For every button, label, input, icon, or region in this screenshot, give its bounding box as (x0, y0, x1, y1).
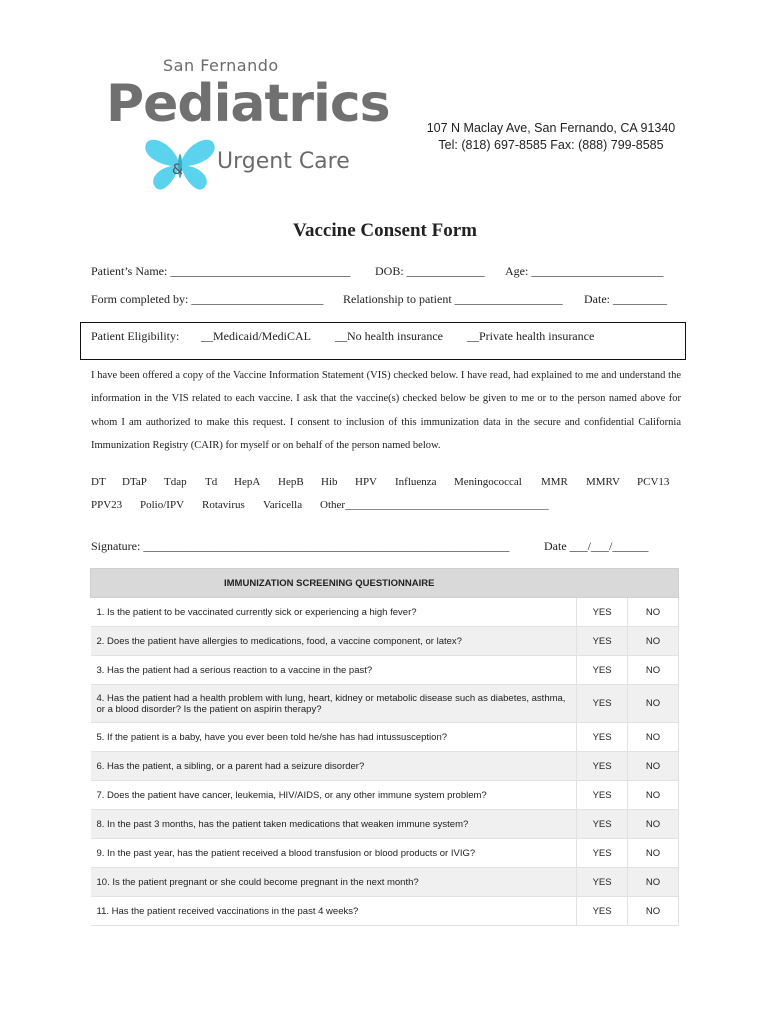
yes-option[interactable]: YES (577, 752, 628, 781)
screening-questionnaire-table (90, 568, 679, 926)
questionnaire-header: IMMUNIZATION SCREENING QUESTIONNAIRE (91, 569, 679, 598)
vaccine-option[interactable]: Tdap (164, 476, 187, 488)
question-text: 9. In the past year, has the patient received a blood transfusion or blood products or IVIG? (91, 839, 577, 868)
table-row (91, 685, 679, 723)
table-row (91, 627, 679, 656)
vaccine-option[interactable]: DTaP (122, 476, 147, 488)
clinic-address (420, 120, 682, 154)
vaccine-option[interactable]: Polio/IPV (140, 499, 185, 511)
question-text: 7. Does the patient have cancer, leukemia, HIV/AIDS, or any other immune system problem? (91, 781, 577, 810)
address-phone: Tel: (818) 697-8585 Fax: (888) 799-8585 (438, 138, 664, 152)
table-row (91, 868, 679, 897)
vaccine-option[interactable]: HepA (234, 476, 261, 488)
no-option[interactable]: NO (628, 810, 679, 839)
patient-name-field[interactable]: Patient’s Name: ______________________________ (91, 264, 351, 278)
no-option[interactable]: NO (628, 752, 679, 781)
no-option[interactable]: NO (628, 627, 679, 656)
no-option[interactable]: NO (628, 656, 679, 685)
yes-option[interactable]: YES (577, 656, 628, 685)
question-text: 10. Is the patient pregnant or she could become pregnant in the next month? (91, 868, 577, 897)
no-option[interactable]: NO (628, 685, 679, 723)
yes-option[interactable]: YES (577, 781, 628, 810)
vaccine-option[interactable]: Varicella (263, 499, 303, 511)
vaccine-option[interactable]: MMR (541, 476, 568, 488)
yes-option[interactable]: YES (577, 685, 628, 723)
table-row (91, 781, 679, 810)
butterfly-icon (142, 136, 216, 192)
eligibility-no-insurance-option[interactable]: __No health insurance (335, 329, 443, 343)
yes-option[interactable]: YES (577, 627, 628, 656)
table-row (91, 723, 679, 752)
question-text: 2. Does the patient have allergies to medications, food, a vaccine component, or latex? (91, 627, 577, 656)
yes-option[interactable]: YES (577, 598, 628, 627)
table-row (91, 810, 679, 839)
logo-sub-text: Urgent Care (217, 149, 350, 174)
question-text: 5. If the patient is a baby, have you ever been told he/she has had intussusception? (91, 723, 577, 752)
table-row (91, 598, 679, 627)
vaccine-option[interactable]: Hib (321, 476, 338, 488)
yes-option[interactable]: YES (577, 839, 628, 868)
logo-top-text: San Fernando (163, 56, 279, 75)
vaccine-option[interactable]: PCV13 (637, 476, 670, 488)
eligibility-private-insurance-option[interactable]: __Private health insurance (467, 329, 595, 343)
question-text: 11. Has the patient received vaccinations in the past 4 weeks? (91, 897, 577, 926)
signature-field[interactable]: Signature: _____________________________________________________________ (91, 539, 510, 553)
address-street: 107 N Maclay Ave, San Fernando, CA 91340 (426, 121, 676, 135)
yes-option[interactable]: YES (577, 723, 628, 752)
no-option[interactable]: NO (628, 781, 679, 810)
no-option[interactable]: NO (628, 723, 679, 752)
question-text: 3. Has the patient had a serious reaction to a vaccine in the past? (91, 656, 577, 685)
yes-option[interactable]: YES (577, 868, 628, 897)
question-text: 4. Has the patient had a health problem with lung, heart, kidney or metabolic disease such as diabetes, asthma, or a blood disorder? Is the patient on aspirin therapy? (91, 685, 577, 723)
question-text: 6. Has the patient, a sibling, or a parent had a seizure disorder? (91, 752, 577, 781)
no-option[interactable]: NO (628, 868, 679, 897)
yes-option[interactable]: YES (577, 897, 628, 926)
vaccine-option[interactable]: Influenza (395, 476, 437, 488)
clinic-logo (100, 52, 390, 197)
logo-main-text: Pediatrics (106, 74, 390, 134)
dob-field[interactable]: DOB: _____________ (375, 264, 485, 278)
vaccine-option[interactable]: MMRV (586, 476, 620, 488)
table-row (91, 656, 679, 685)
no-option[interactable]: NO (628, 839, 679, 868)
table-row (91, 897, 679, 926)
eligibility-medicaid-option[interactable]: __Medicaid/MediCAL (201, 329, 311, 343)
question-text: 8. In the past 3 months, has the patient taken medications that weaken immune system? (91, 810, 577, 839)
vaccine-option[interactable]: HepB (278, 476, 304, 488)
table-row (91, 752, 679, 781)
yes-option[interactable]: YES (577, 810, 628, 839)
table-row (91, 839, 679, 868)
completed-by-field[interactable]: Form completed by: ______________________ (91, 292, 324, 306)
age-field[interactable]: Age: ______________________ (505, 264, 664, 278)
form-title: Vaccine Consent Form (293, 220, 477, 241)
vaccine-other-field[interactable]: Other_____________________________________ (320, 499, 549, 511)
no-option[interactable]: NO (628, 897, 679, 926)
vaccine-option[interactable]: Td (205, 476, 218, 488)
eligibility-label: Patient Eligibility: (91, 329, 180, 343)
logo-amp: & (172, 162, 183, 178)
vaccine-option[interactable]: DT (91, 476, 106, 488)
vaccine-option[interactable]: Rotavirus (202, 499, 245, 511)
relationship-field[interactable]: Relationship to patient __________________ (343, 292, 563, 306)
vaccine-option[interactable]: Meningococcal (454, 476, 522, 488)
vaccine-option[interactable]: HPV (355, 476, 378, 488)
question-text: 1. Is the patient to be vaccinated currently sick or experiencing a high fever? (91, 598, 577, 627)
no-option[interactable]: NO (628, 598, 679, 627)
vaccine-option[interactable]: PPV23 (91, 499, 123, 511)
consent-paragraph: I have been offered a copy of the Vaccine Information Statement (VIS) checked below. I have read, had explained to me and understand the information in the VIS related to each vaccine. I ask that the vaccine(s) checked below be given to me or to the person named above for whom I am authorized to make this request. I consent to inclusion of this immunization data in the secure and confidential California Immunization Registry (CAIR) for myself or on behalf of the person named below. (91, 370, 681, 451)
signature-date-field[interactable]: Date ___/___/______ (544, 539, 649, 553)
date-field[interactable]: Date: _________ (584, 292, 667, 306)
